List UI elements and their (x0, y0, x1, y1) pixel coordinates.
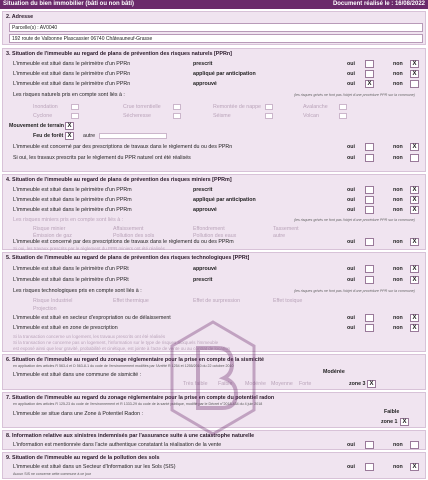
oui-checkbox[interactable] (365, 314, 374, 322)
risk-label: Risque minier (33, 226, 66, 232)
pprt-row-text: L'immeuble est situé dans le périmètre d'un PPRt (13, 277, 129, 283)
section-sinistres (2, 430, 426, 450)
risk-label: Émission de gaz (33, 233, 72, 239)
mouvement-terrain-label: Mouvement de terrain (9, 123, 65, 129)
non-checkbox[interactable]: X (410, 324, 419, 332)
risk-label: Affaissement (113, 226, 144, 232)
greyed-note: (les risques grisés ne font pas l'objet d'une procédure PPR sur la commune) (293, 289, 415, 293)
risk-checkbox[interactable] (173, 104, 181, 110)
risk-checkbox[interactable] (173, 113, 181, 119)
non-label: non (393, 144, 403, 150)
risk-label: Projection (33, 306, 57, 312)
oui-label: oui (347, 207, 355, 213)
non-label: non (393, 61, 403, 67)
oui-checkbox[interactable] (365, 154, 374, 162)
oui-label: oui (347, 325, 355, 331)
pprt-considered: Les risques technologiques pris en compte sont liés à : (13, 288, 142, 294)
oui-label: oui (347, 239, 355, 245)
oui-label: oui (347, 266, 355, 272)
radon-line: L'immeuble se situe dans une Zone à Potentiel Radon : (13, 411, 143, 417)
greyed-note: (les risques grisés ne font pas l'objet d'une procédure PPR sur la commune) (293, 93, 415, 97)
pprt-greyed-line: Si la transaction concerne un logement, les travaux prescrits ont été réalisés (13, 334, 166, 339)
pprn-done: Si oui, les travaux prescrits par le règlement du PPR naturel ont été réalisés (13, 155, 191, 161)
oui-checkbox[interactable] (365, 70, 374, 78)
radon-level: Faible (384, 409, 400, 415)
section-pollution (2, 452, 426, 479)
pprn-concerned: L'immeuble est concerné par des prescriptions de travaux dans le règlement du ou des PPRn (13, 144, 233, 150)
pprm-row-text: L'immeuble est situé dans le périmètre d'un PPRm (13, 207, 132, 213)
risk-label: Risque Industriel (33, 298, 73, 304)
oui-label: oui (347, 315, 355, 321)
pprt-expropriation: L'immeuble est situé en secteur d'expropriation ou de délaissement (13, 315, 171, 321)
section-subtitle: en application des articles R 563-4 et D 563-8-1 du code de l'environnement modifiés par l'Arrêté R 1254 et 1255/2010 du 22 octobre 2010 (13, 364, 234, 368)
pprm-row-keyword: approuvé (193, 207, 217, 213)
zone-3-checkbox[interactable]: X (367, 380, 376, 388)
non-label: non (393, 197, 403, 203)
oui-label: oui (347, 442, 355, 448)
parcel-field[interactable]: Parcelle(s) : AV0040 (9, 23, 423, 32)
pprn-row-keyword: prescrit (193, 61, 213, 67)
non-label: non (393, 325, 403, 331)
oui-label: oui (347, 464, 355, 470)
risk-label: Volcan (303, 113, 319, 119)
non-label: non (393, 464, 403, 470)
non-label: non (393, 442, 403, 448)
risk-label: Inondation (33, 104, 58, 110)
zone-1-checkbox[interactable]: X (400, 418, 409, 426)
pollution-subtitle: Aucun SIS ne concerne cette commune à ce jour (13, 472, 92, 476)
risk-label: Pollution des eaux (193, 233, 237, 239)
feu-foret-label: Feu de forêt (33, 133, 64, 139)
risk-checkbox[interactable] (265, 104, 273, 110)
sismicite-option: Très faible (183, 381, 208, 387)
section-title: 7. Situation de l'immeuble au regard du zonage réglementaire pour la prise en compte du potentiel radon (6, 395, 275, 401)
sismicite-option: Modérée (245, 381, 266, 387)
pprn-row-keyword: appliqué par anticipation (193, 71, 256, 77)
oui-checkbox[interactable] (365, 206, 374, 214)
non-checkbox[interactable] (410, 441, 419, 449)
pprn-row-text: L'immeuble est situé dans le périmètre d'un PPRn (13, 81, 131, 87)
non-label: non (393, 81, 403, 87)
pprt-row-keyword: prescrit (193, 277, 213, 283)
pollution-line: L'immeuble est situé dans un Secteur d'Information sur les Sols (SIS) (13, 464, 176, 470)
non-checkbox[interactable]: X (410, 186, 419, 194)
risk-checkbox[interactable] (265, 113, 273, 119)
section-title: 3. Situation de l'immeuble au regard de plans de prévention des risques naturels [PPRn] (6, 51, 232, 57)
oui-label: oui (347, 144, 355, 150)
risk-label: Effet de surpression (193, 298, 241, 304)
sismicite-option: Forte (299, 381, 312, 387)
sismicite-line: L'immeuble est situé dans une commune de sismicité : (13, 372, 142, 378)
section-title: 8. Information relative aux sinistres indemnisés par l'assurance suite à une catastrophe naturelle (6, 433, 255, 439)
pprt-row-text: L'immeuble est situé dans le périmètre d'un PPRt (13, 266, 129, 272)
non-checkbox[interactable]: X (410, 60, 419, 68)
oui-checkbox[interactable] (365, 324, 374, 332)
non-label: non (393, 315, 403, 321)
non-checkbox[interactable]: X (410, 70, 419, 78)
section-title: 6. Situation de l'immeuble au regard du zonage réglementaire pour la prise en compte de la sismicité (6, 357, 265, 363)
risk-checkbox[interactable] (71, 104, 79, 110)
mouvement-terrain-checkbox[interactable]: X (65, 122, 74, 130)
sinistres-line: L'information est mentionnée dans l'acte authentique constatant la réalisation de la vente (13, 442, 222, 448)
zone-label: zone 3 (349, 381, 366, 387)
greyed-note: (les risques grisés ne font pas l'objet d'une procédure PPR sur la commune) (293, 218, 415, 222)
non-label: non (393, 155, 403, 161)
risk-checkbox[interactable] (339, 104, 347, 110)
section-sismicite (2, 354, 426, 390)
section-title: 2. Adresse (6, 14, 34, 20)
oui-checkbox[interactable] (365, 265, 374, 273)
non-checkbox[interactable]: X (410, 206, 419, 214)
non-label: non (393, 207, 403, 213)
oui-checkbox[interactable] (365, 196, 374, 204)
oui-checkbox[interactable] (365, 276, 374, 284)
non-checkbox[interactable] (410, 154, 419, 162)
document-date: Document réalisé le : 16/08/2022 (332, 1, 425, 7)
section-radon (2, 392, 426, 428)
risk-label: autre (273, 233, 286, 239)
oui-label: oui (347, 81, 355, 87)
risk-checkbox[interactable] (339, 113, 347, 119)
risk-label: Tassement (273, 226, 299, 232)
pprm-done: Si oui, les travaux prescrits par le règlement du PPR miniers ont été réalisés (13, 246, 165, 251)
oui-label: oui (347, 277, 355, 283)
pprm-concerned: L'immeuble est concerné par des prescriptions de travaux dans le règlement du ou des PPRm (13, 239, 234, 245)
risk-label: Effondrement (193, 226, 225, 232)
feu-foret-checkbox[interactable]: X (65, 132, 74, 140)
non-checkbox[interactable]: X (410, 463, 419, 471)
risk-label: Pollution des sols (113, 233, 155, 239)
risk-checkbox[interactable] (71, 113, 79, 119)
address-field[interactable]: 192 route de Valbonne Plascassier 06740 Châteauneuf-Grasse (9, 34, 423, 43)
non-checkbox[interactable]: X (410, 238, 419, 246)
risk-label: Effet thermique (113, 298, 149, 304)
pprt-prescription: L'immeuble est situé en zone de prescription (13, 325, 118, 331)
non-checkbox[interactable]: X (410, 314, 419, 322)
pprm-considered: Les risques miniers pris en compte sont liés à : (13, 217, 124, 223)
pprm-row-text: L'immeuble est situé dans le périmètre d'un PPRm (13, 187, 132, 193)
section-pprt (2, 252, 426, 352)
pprn-row-text: L'immeuble est situé dans le périmètre d'un PPRn (13, 71, 131, 77)
non-label: non (393, 71, 403, 77)
sismicite-option: Faible (218, 381, 233, 387)
section-title: 5. Situation de l'immeuble au regard de plans de prévention des risques technologiques [PPRt] (6, 255, 250, 261)
pprn-row-keyword: approuvé (193, 81, 217, 87)
non-checkbox[interactable]: X (410, 143, 419, 151)
oui-checkbox[interactable] (365, 186, 374, 194)
sismicite-level: Modérée (323, 369, 345, 375)
non-checkbox[interactable]: X (410, 276, 419, 284)
oui-checkbox[interactable]: X (365, 80, 374, 88)
non-label: non (393, 277, 403, 283)
risk-label: Séisme (213, 113, 231, 119)
non-label: non (393, 187, 403, 193)
section-subtitle: en application des articles R 125-23 du code de l'environnement et R 1333-29 du code de la santé publique, modifié par le Décret n°2018-434 du 4 juin 2018 (13, 402, 263, 406)
oui-checkbox[interactable] (365, 60, 374, 68)
autre-label: autre (83, 133, 96, 139)
oui-label: oui (347, 61, 355, 67)
pprn-row-text: L'immeuble est situé dans le périmètre d'un PPRn (13, 61, 131, 67)
non-checkbox[interactable]: X (410, 265, 419, 273)
pprn-considered: Les risques naturels pris en compte sont liés à : (13, 92, 125, 98)
section-title: 9. Situation de l'immeuble au regard de la pollution des sols (6, 455, 160, 461)
sismicite-option: Moyenne (271, 381, 293, 387)
risk-label: Crue torrentielle (123, 104, 161, 110)
non-checkbox[interactable]: X (410, 196, 419, 204)
section-address (2, 11, 426, 45)
autre-field[interactable] (99, 133, 167, 139)
oui-checkbox[interactable] (365, 238, 374, 246)
oui-checkbox[interactable] (365, 463, 374, 471)
section-pprm (2, 174, 426, 250)
header-bar (0, 0, 428, 9)
oui-label: oui (347, 197, 355, 203)
oui-label: oui (347, 71, 355, 77)
oui-checkbox[interactable] (365, 441, 374, 449)
pprt-greyed-line: Si la transaction ne concerne pas un logement, l'information sur le type de risques auxquels l'immeuble (13, 340, 219, 345)
risk-label: Effet toxique (273, 298, 303, 304)
header-title: Situation du bien immobilier (bâti ou non bâti) (3, 1, 134, 7)
risk-label: Avalanche (303, 104, 328, 110)
pprm-row-keyword: appliqué par anticipation (193, 197, 256, 203)
risk-label: Cyclone (33, 113, 53, 119)
pprm-row-text: L'immeuble est situé dans le périmètre d'un PPRm (13, 197, 132, 203)
zone-label: zone 1 (381, 419, 398, 425)
section-title: 4. Situation de l'immeuble au regard de plans de prévention des risques miniers [PPRm] (6, 177, 232, 183)
pprt-greyed-line: est exposé ainsi que leur gravité, probabilité et cinétique, est jointe à l'acte de vente ou au contrat de location (13, 346, 230, 351)
pprt-row-keyword: approuvé (193, 266, 217, 272)
risk-label: Remontée de nappe (213, 104, 262, 110)
risk-label: Sécheresse (123, 113, 151, 119)
non-label: non (393, 239, 403, 245)
non-label: non (393, 266, 403, 272)
oui-checkbox[interactable] (365, 143, 374, 151)
section-pprn (2, 48, 426, 172)
oui-label: oui (347, 187, 355, 193)
oui-label: oui (347, 155, 355, 161)
pprm-row-keyword: prescrit (193, 187, 213, 193)
non-checkbox[interactable] (410, 80, 419, 88)
